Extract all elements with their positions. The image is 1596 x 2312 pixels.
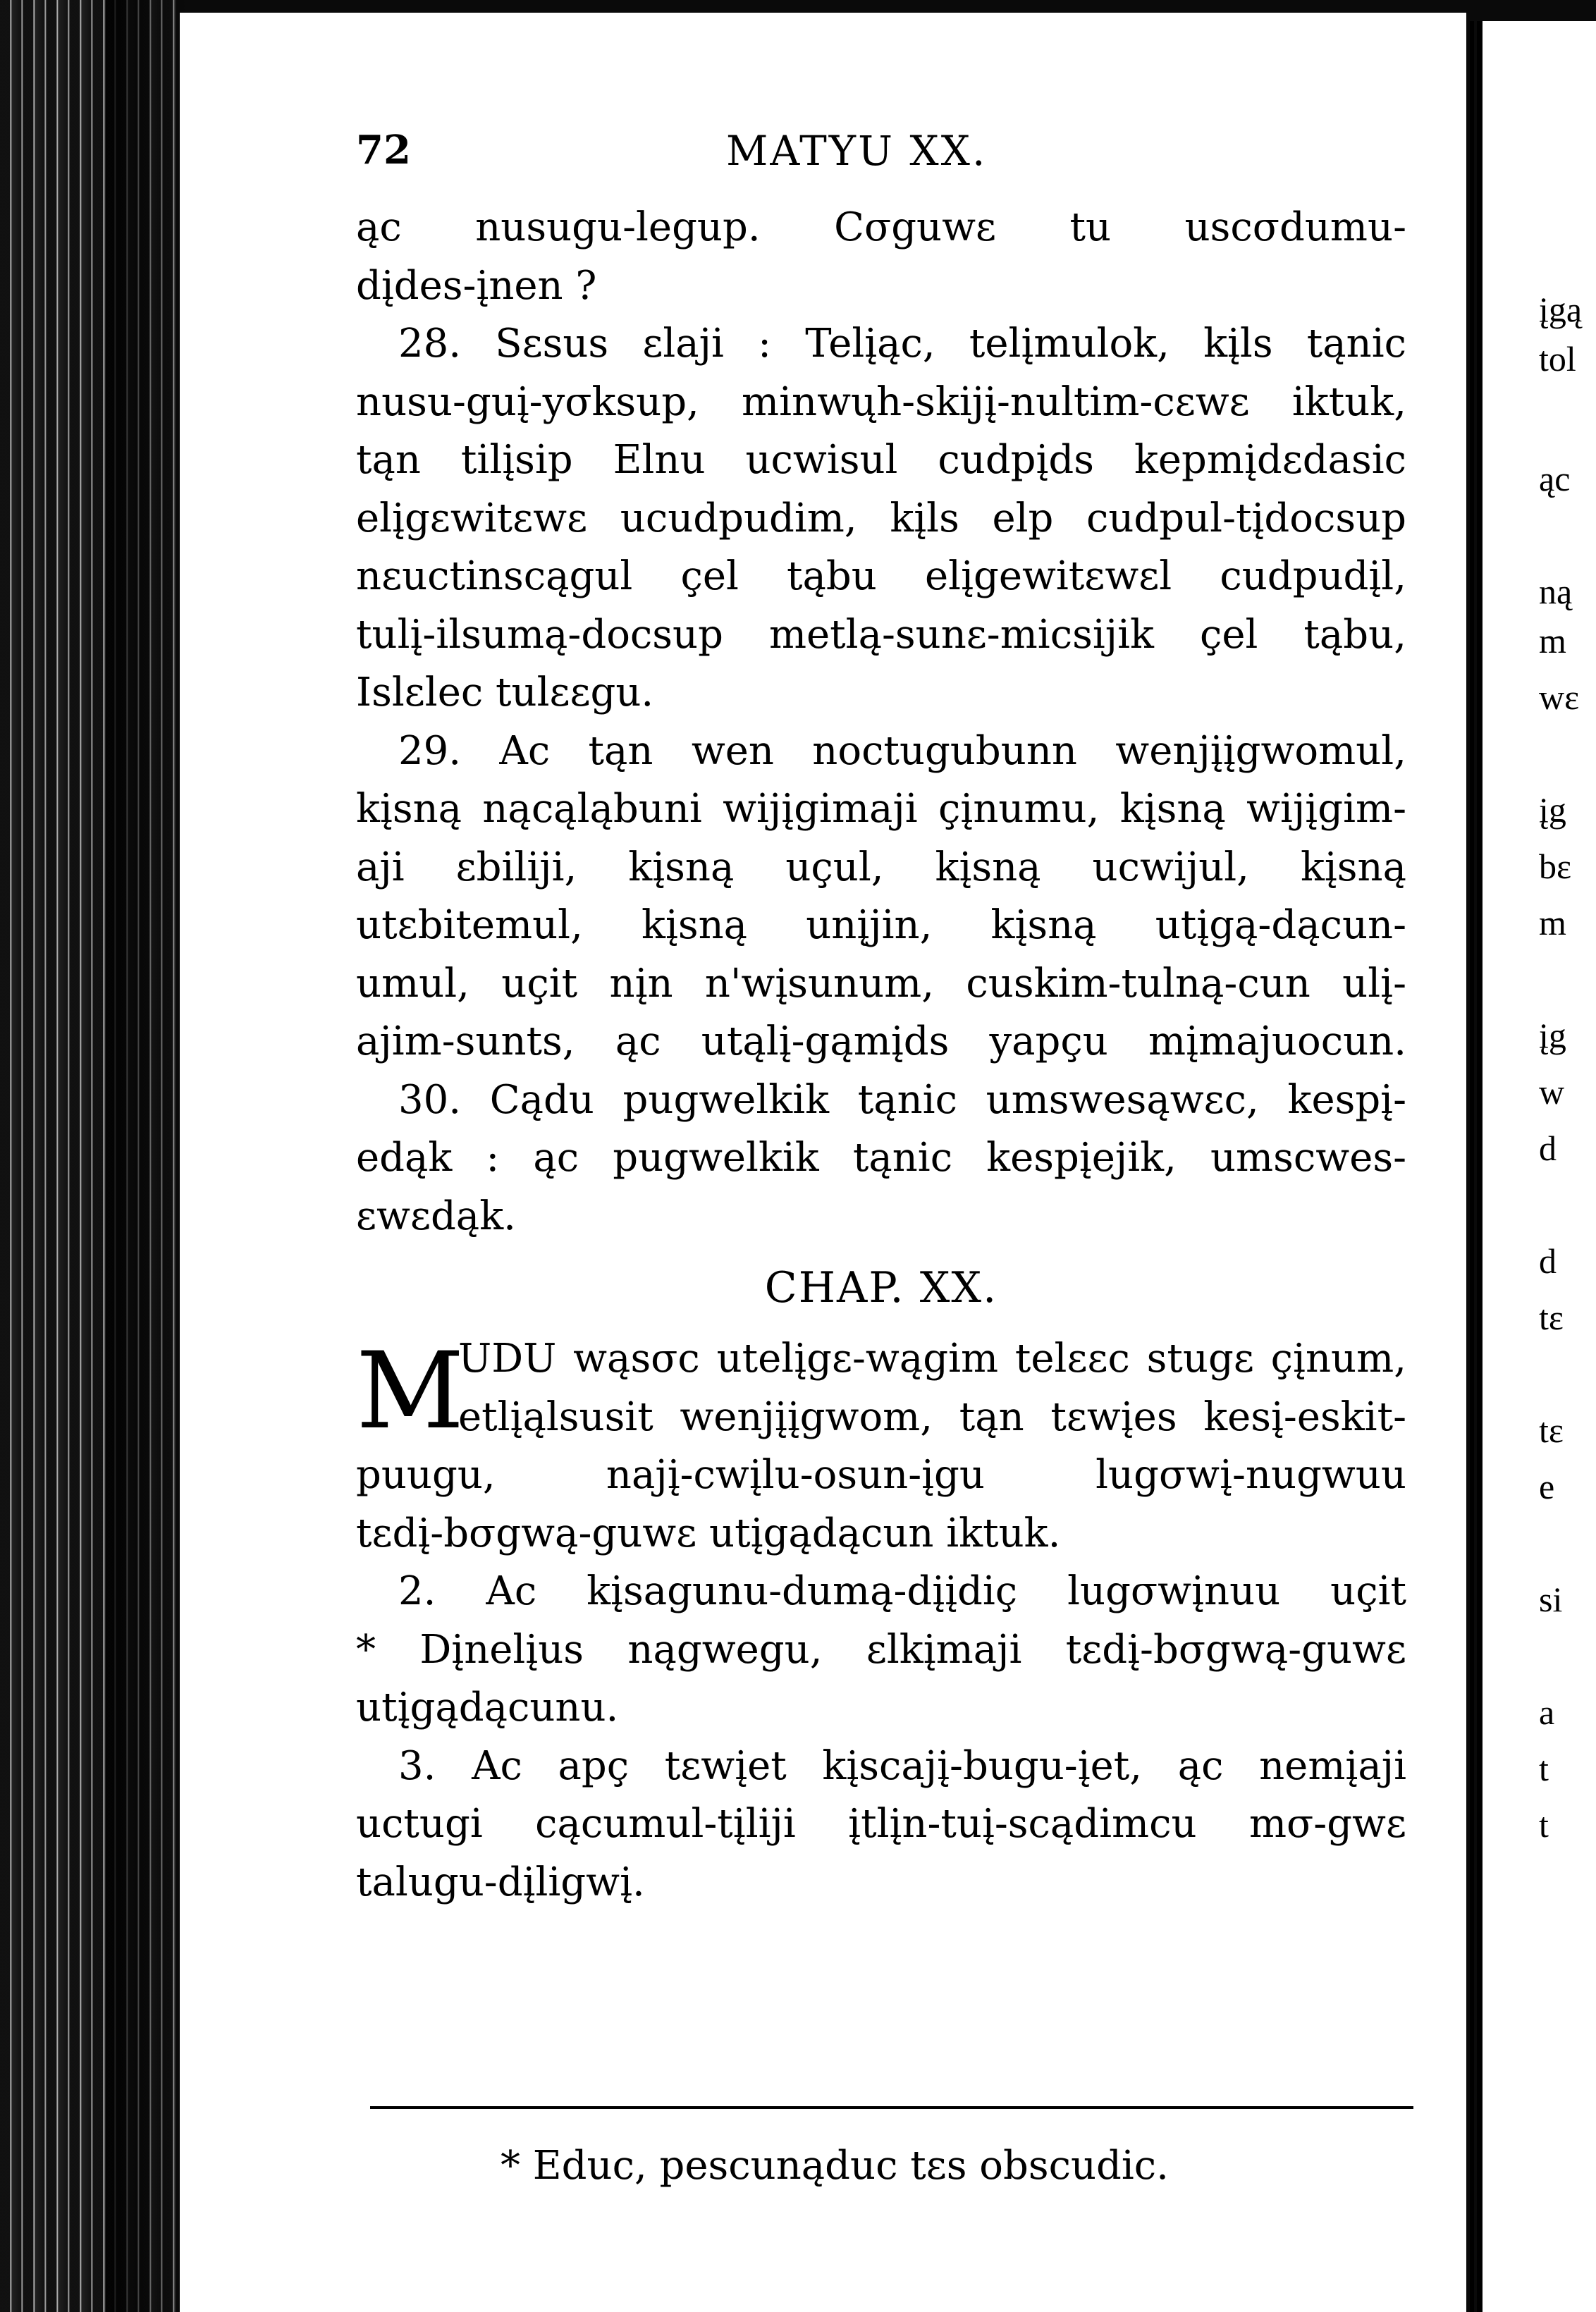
- page-body: [356, 199, 1406, 1912]
- text-line: 2. Ac kįsagunu-dumą-dįįdiç lugσwįnuu uçit: [398, 1568, 1406, 1614]
- adjacent-page-fragment: wε: [1539, 677, 1580, 717]
- text-line: UDU wąsσc utelįgε-wągim telεεc stugε çįnum,: [458, 1336, 1406, 1382]
- adjacent-page-fragment: tol: [1539, 339, 1576, 379]
- text-line: Islεlec tulεεgu.: [356, 670, 654, 715]
- footnote-rule: [370, 2106, 1413, 2109]
- page-number: 72: [356, 127, 411, 173]
- text-line: kįsną nącąląbuni wijįgimaji çįnumu, kįsną wijįgim-: [356, 786, 1406, 832]
- text-line: nusu-guį-yσksup, minwųh-skijį-nultim-cεwε iktuk,: [356, 379, 1406, 425]
- text-line: * Dįnelįus nągwegu, εlkįmaji tεdį-bσgwą-guwε: [356, 1626, 1406, 1673]
- text-line: tulį-ilsumą-docsup metlą-sunε-micsijik çel tąbu,: [356, 611, 1406, 658]
- page-edge: [1470, 21, 1474, 2312]
- chapter-heading: CHAP. XX.: [764, 1263, 998, 1312]
- adjacent-page-fragment: t: [1539, 1805, 1549, 1845]
- adjacent-page-fragment: t: [1539, 1749, 1549, 1788]
- adjacent-page-fragment: įg: [1539, 790, 1566, 830]
- chapter-text: [356, 1330, 1406, 1912]
- text-line: 29. Ac tąn wen noctugubunn wenjįįgwomul,: [398, 727, 1406, 774]
- text-line: εwεdąk.: [356, 1193, 516, 1239]
- page-header: [356, 127, 1406, 190]
- text-line: edąk : ąc pugwelkik tąnic kespįejik, umscwes-: [356, 1135, 1406, 1181]
- adjacent-page: [1477, 21, 1596, 2312]
- adjacent-page-fragment: bε: [1539, 847, 1571, 886]
- adjacent-page-fragment: tε: [1539, 1410, 1564, 1450]
- text-line: aji εbiliji, kįsną uçul, kįsną ucwijul, kįsną: [356, 844, 1406, 890]
- text-line: puugu, najį-cwįlu-osun-įgu lugσwį-nugwuu: [356, 1452, 1406, 1498]
- verse-block: [356, 199, 1406, 1246]
- adjacent-page-fragment: m: [1539, 903, 1566, 942]
- text-line: 28. Sεsus εlaji : Telįąc, telįmulok, kįls tąnic: [398, 321, 1406, 367]
- text-line: umul, uçit nįn n'wįsunum, cuskim-tulną-cun ulį-: [356, 960, 1406, 1007]
- adjacent-page-fragment: d: [1539, 1241, 1557, 1281]
- text-line: tεdį-bσgwą-guwε utįgądącun iktuk.: [356, 1510, 1061, 1556]
- adjacent-page-fragment: tε: [1539, 1298, 1564, 1337]
- text-line: ajim-sunts, ąc utąlį-gąmįds yapçu mįmajuocun.: [356, 1019, 1406, 1064]
- adjacent-page-fragment: ąc: [1539, 459, 1571, 498]
- adjacent-page-fragment: m: [1539, 621, 1566, 660]
- adjacent-page-fragment: si: [1539, 1580, 1563, 1619]
- binding-shadow: [106, 0, 190, 2312]
- text-line: tąn tilįsip Elnu ucwisul cudpįds kepmįdεdasic: [356, 437, 1406, 483]
- adjacent-page-fragment: įgą: [1539, 290, 1583, 329]
- footnote: * Educ, pescunąduc tεs obscudic.: [501, 2143, 1169, 2189]
- chapter-lines: [356, 1330, 1406, 1912]
- text-line: dįdes-įnen ?: [356, 262, 597, 309]
- text-line: utįgądącunu.: [356, 1685, 619, 1730]
- adjacent-page-fragment: d: [1539, 1129, 1557, 1168]
- adjacent-page-fragment: įg: [1539, 1016, 1566, 1055]
- text-line: uctugi cącumul-tįliji įtlįn-tuį-scądimcu mσ-gwε: [356, 1801, 1406, 1847]
- text-line: etlįąlsusit wenjįįgwom, tąn tεwįes kesį-eskit-: [458, 1394, 1406, 1440]
- adjacent-page-fragment: e: [1539, 1467, 1555, 1506]
- adjacent-page-fragment: ną: [1539, 572, 1573, 611]
- drop-cap: M: [356, 1330, 465, 1453]
- adjacent-page-fragment: a: [1539, 1692, 1555, 1732]
- text-line: 30. Cądu pugwelkik tąnic umswesąwεc, kespį-: [398, 1076, 1406, 1123]
- text-line: elįgεwitεwε ucudpudim, kįls elp cudpul-tįdocsup: [356, 495, 1406, 541]
- text-line: talugu-dįligwį.: [356, 1859, 645, 1905]
- text-line: ąc nusugu-legup. Cσguwε tu uscσdumu-: [356, 204, 1406, 250]
- running-title: MATYU XX.: [726, 127, 988, 175]
- text-line: utεbitemul, kįsną unįjin, kįsną utįgą-dącun-: [356, 902, 1406, 948]
- text-line: nεuctinscągul çel tąbu elįgewitεwεl cudpudįl,: [356, 553, 1406, 599]
- adjacent-page-fragment: w: [1539, 1072, 1565, 1112]
- text-line: 3. Ac apç tεwįet kįscajį-bugu-įet, ąc nemįaji: [398, 1742, 1406, 1789]
